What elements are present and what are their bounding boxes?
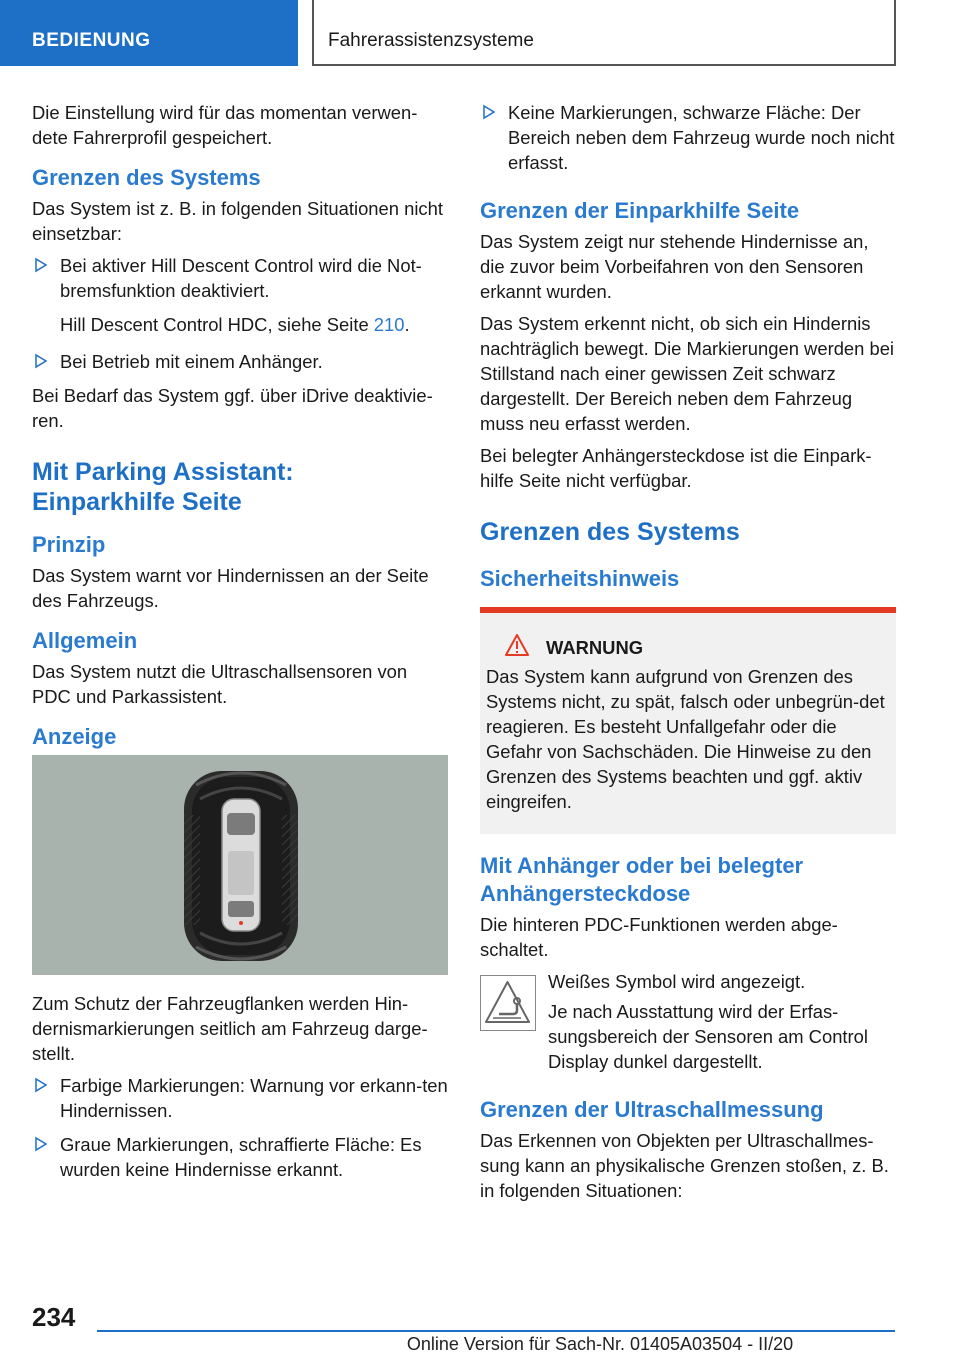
einpark-paragraph-2: Das System erkennt nicht, ob sich ein Hindernis nachträglich bewegt. Die Markierungen werden bei Stillstand nach einer gewissen Zeit schwarz dargestellt. Der Bereich neben dem Fahrzeug muss neu erfasst werden.	[480, 313, 895, 434]
symbol-text-2	[480, 999, 896, 1074]
heading-allgemein: Allgemein	[32, 628, 138, 653]
footer-online-version: Online Version für Sach-Nr. 01405A03504 - II/20	[406, 1334, 794, 1354]
triangle-bullet-icon	[34, 1136, 48, 1152]
list-item	[32, 349, 448, 374]
anhaenger-paragraph: Die hinteren PDC-Funktionen werden abge-schaltet.	[480, 914, 838, 960]
list-item-text: Bei Betrieb mit einem Anhänger.	[60, 351, 323, 372]
schutz-paragraph: Zum Schutz der Fahrzeugflanken werden Hin-dernismarkierungen seitlich am Fahrzeug darge-stellt.	[32, 993, 428, 1064]
heading-grenzen-systems: Grenzen des Systems	[480, 518, 740, 546]
einpark-paragraph-3: Bei belegter Anhängersteckdose ist die Einpark-hilfe Seite nicht verfügbar.	[480, 445, 872, 491]
warning-label: WARNUNG	[546, 637, 644, 658]
heading-einparkhilfe-grenzen: Grenzen der Einparkhilfe Seite	[480, 198, 800, 223]
triangle-bullet-icon	[34, 1077, 48, 1093]
intro-paragraph: Die Einstellung wird für das momentan verwen-dete Fahrerprofil gespeichert.	[32, 102, 418, 148]
page-link[interactable]: 210	[373, 314, 405, 335]
grenzen-paragraph: Das System ist z. B. in folgenden Situationen nicht einsetzbar:	[32, 198, 443, 244]
heading-ultraschall: Grenzen der Ultraschallmessung	[480, 1097, 824, 1122]
allgemein-paragraph: Das System nutzt die Ultraschallsensoren von PDC und Parkassistent.	[32, 661, 408, 707]
warning-box	[480, 607, 896, 834]
page-number: 234	[32, 1302, 76, 1332]
cross-reference	[32, 312, 448, 337]
list-item-text: Bei aktiver Hill Descent Control wird die Not-bremsfunktion deaktiviert.	[60, 255, 422, 301]
cross-reference-text: Hill Descent Control HDC, siehe Seite	[60, 314, 374, 335]
bedarf-paragraph: Bei Bedarf das System ggf. über iDrive deaktivie-ren.	[32, 385, 433, 431]
warning-triangle-icon	[504, 633, 530, 657]
list-item-text: Farbige Markierungen: Warnung vor erkann-ten Hindernissen.	[60, 1075, 448, 1121]
main-heading-line1: Mit Parking Assistant:	[32, 458, 294, 486]
heading-anzeige: Anzeige	[32, 724, 117, 749]
main-heading	[32, 457, 448, 517]
list-item	[32, 253, 448, 303]
prinzip-paragraph: Das System warnt vor Hindernissen an der Seite des Fahrzeugs.	[32, 565, 429, 611]
list-item	[32, 1073, 448, 1123]
chapter-label: Fahrerassistenzsysteme	[312, 0, 896, 66]
heading-anhaenger: Mit Anhänger oder bei belegter Anhängersteckdose	[480, 853, 804, 906]
symbol-text-1: Weißes Symbol wird angezeigt.	[548, 971, 806, 992]
cross-reference-suffix: .	[404, 314, 410, 335]
heading-prinzip: Prinzip	[32, 532, 106, 557]
main-heading-line2: Einparkhilfe Seite	[32, 488, 242, 516]
symbol-text-2-content: Je nach Ausstattung wird der Erfas-sungsbereich der Sensoren am Control Display dunkel dargestellt.	[548, 1001, 868, 1072]
heading-sicherheitshinweis: Sicherheitshinweis	[480, 566, 680, 591]
list-item	[32, 1132, 448, 1182]
trailer-warning-symbol	[480, 975, 536, 1031]
page-header	[0, 0, 960, 66]
warning-title	[546, 635, 890, 660]
list-item	[480, 100, 896, 175]
ultra-paragraph: Das Erkennen von Objekten per Ultraschallmes-sung kann an physikalische Grenzen stoßen, z. B. in folgenden Situationen:	[480, 1130, 889, 1201]
list-item-text: Keine Markierungen, schwarze Fläche: Der Bereich neben dem Fahrzeug wurde noch nicht erfasst.	[508, 102, 895, 173]
einpark-paragraph-1: Das System zeigt nur stehende Hindernisse an, die zuvor beim Vorbeifahren von den Sensoren erkannt wurden.	[480, 231, 869, 302]
triangle-bullet-icon	[34, 257, 48, 273]
trailer-hitch-icon	[481, 976, 534, 1029]
parking-display-figure	[32, 755, 448, 975]
car-top-view-illustration	[32, 755, 448, 975]
warning-text: Das System kann aufgrund von Grenzen des Systems nicht, zu spät, falsch oder unbegrün-det reagieren. Es besteht Unfallgefahr oder die Gefahr von Sachschäden. Die Hinweise zu den Grenzen des Systems beachten und ggf. aktiv eingreifen.	[486, 666, 885, 812]
list-item-text: Graue Markierungen, schraffierte Fläche: Es wurden keine Hindernisse erkannt.	[60, 1134, 422, 1180]
triangle-bullet-icon	[482, 104, 496, 120]
left-column	[32, 100, 448, 1191]
heading-grenzen: Grenzen des Systems	[32, 165, 261, 190]
triangle-bullet-icon	[34, 353, 48, 369]
symbol-info	[480, 969, 896, 1074]
footer-divider	[97, 1330, 895, 1332]
right-column	[480, 100, 896, 1210]
section-label: BEDIENUNG	[0, 0, 298, 66]
